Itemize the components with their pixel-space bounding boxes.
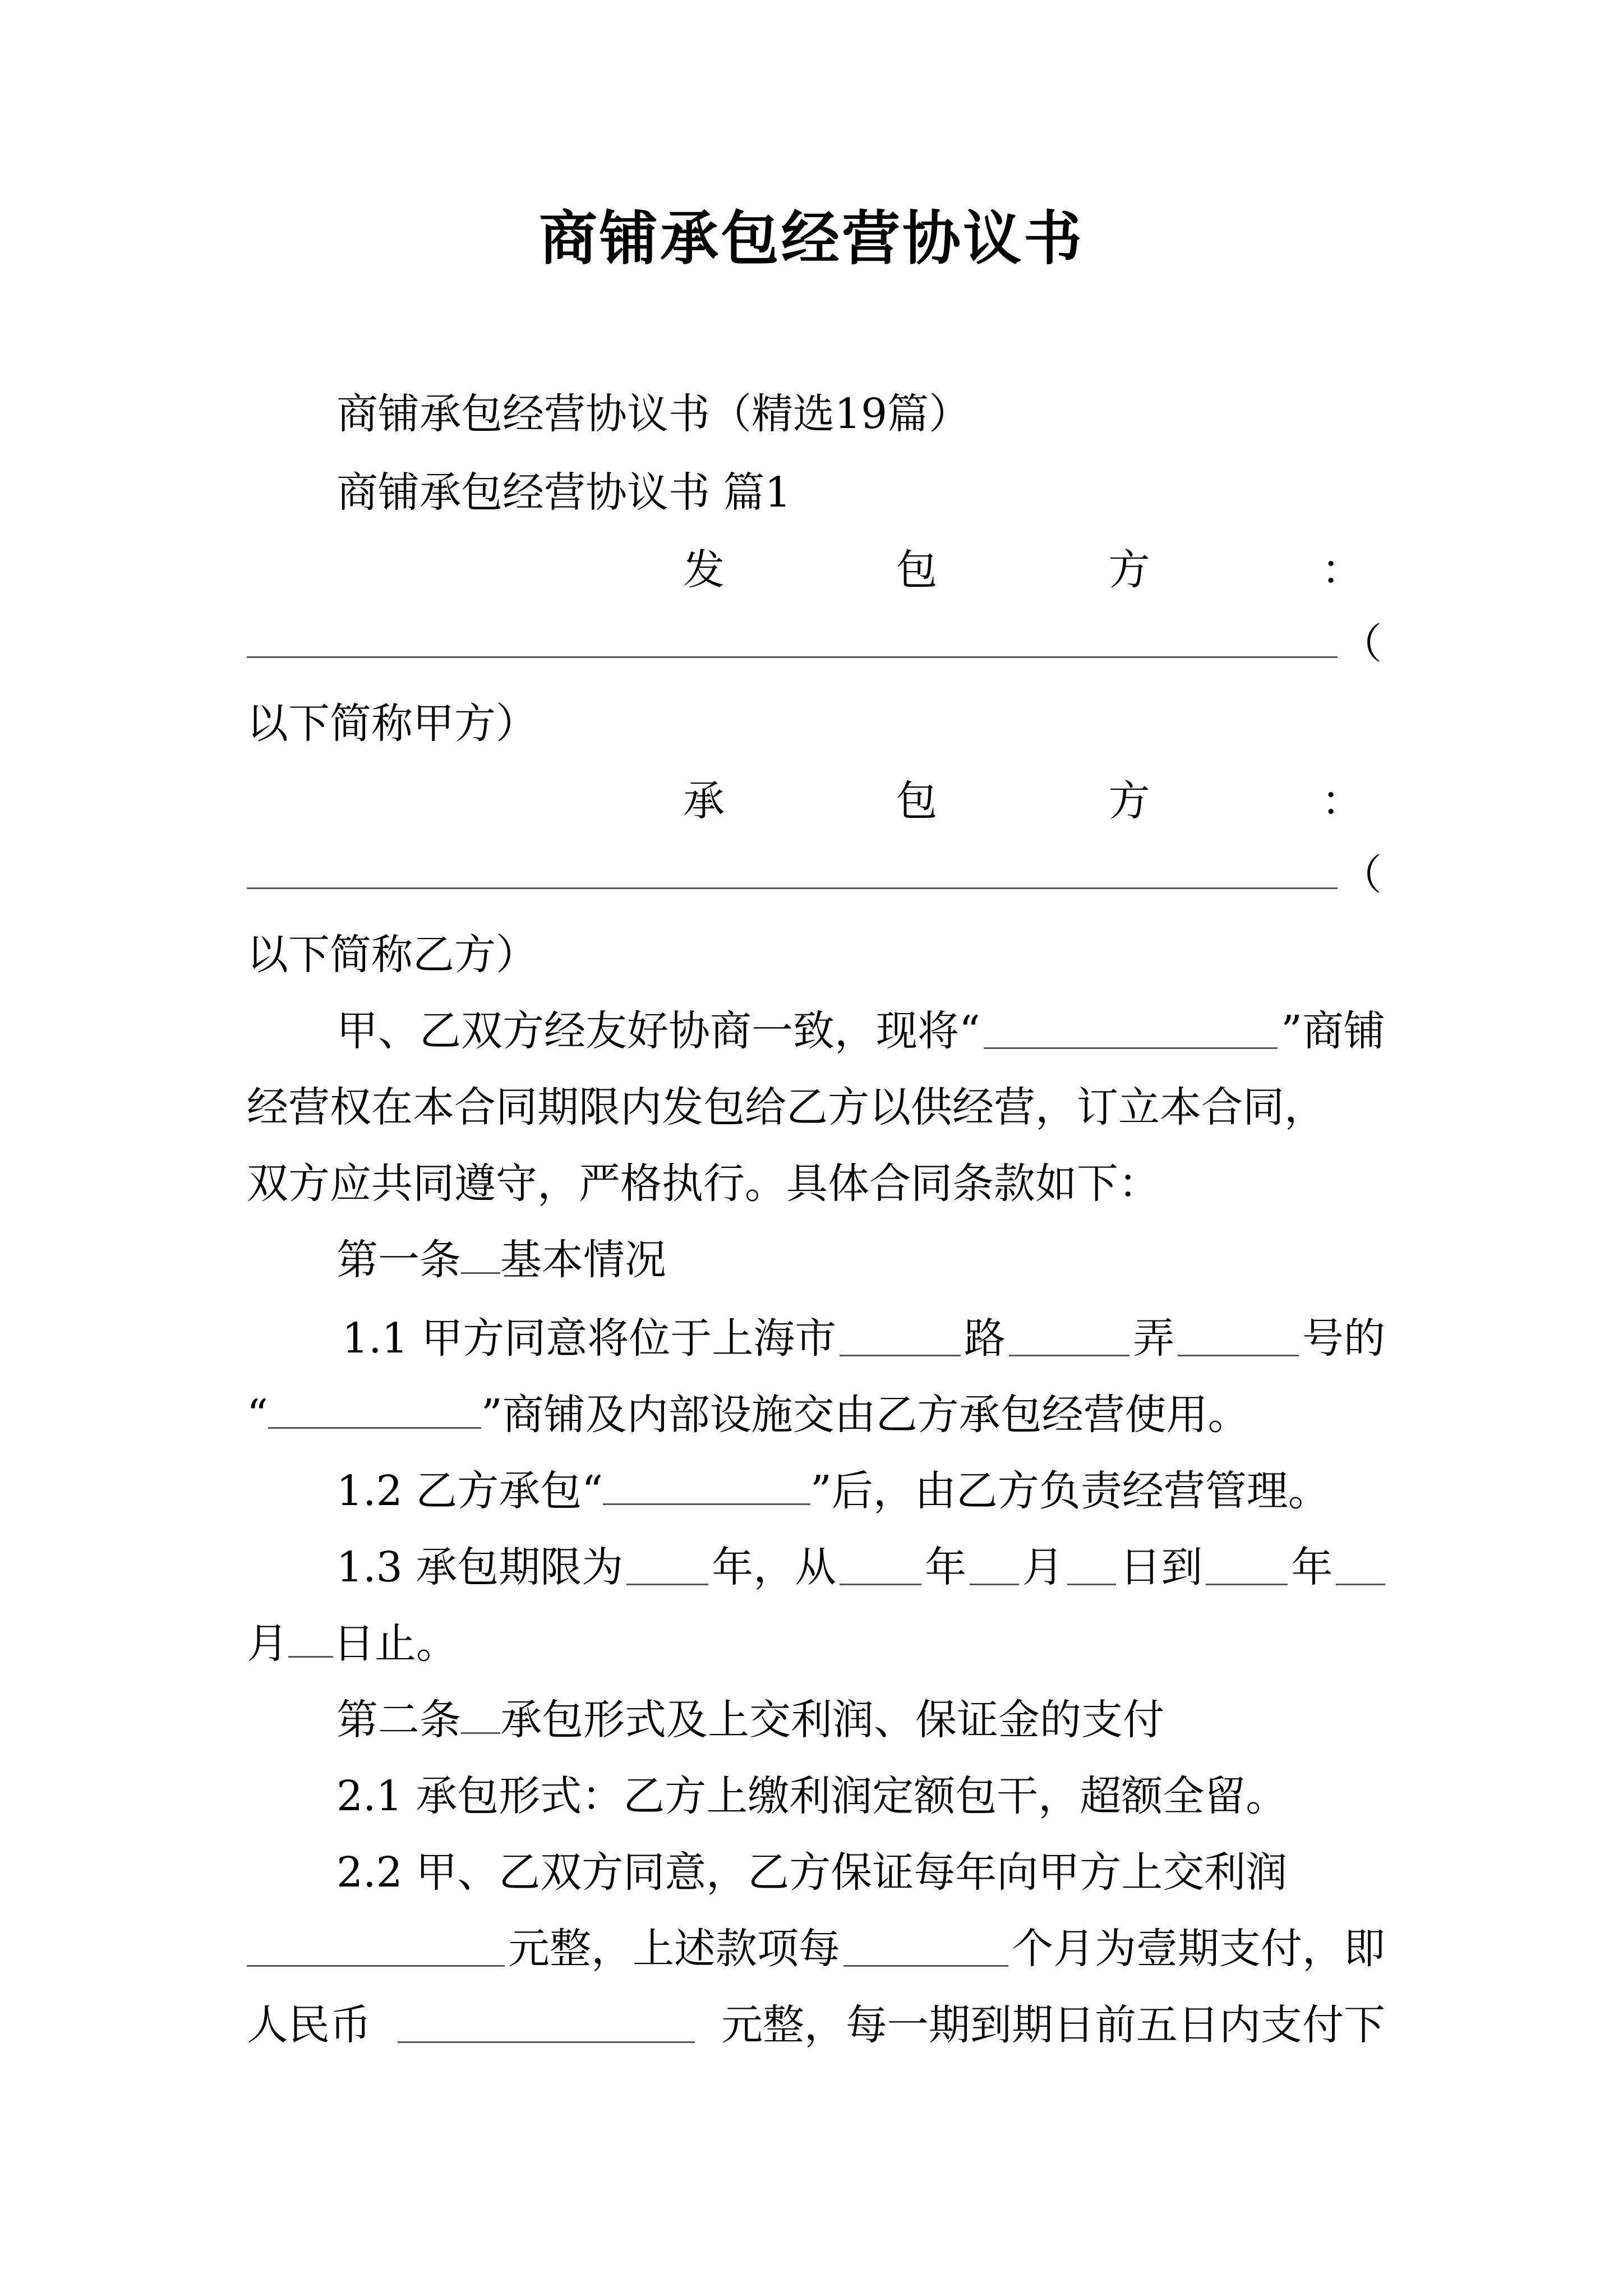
- end-year-blank: [1206, 1544, 1288, 1585]
- article-2-number: 第二条: [336, 1696, 461, 1744]
- clause-text: 日到: [1119, 1543, 1203, 1591]
- intro-line-3: 双方应共同遵守，严格执行。具体合同条款如下：: [247, 1159, 1160, 1208]
- shop-name-blank: [603, 1463, 810, 1505]
- clause-text: 元整，上述款项每: [508, 1925, 840, 1973]
- clause-2-2-line-1: 2.2 甲、乙双方同意，乙方保证每年向甲方上交利润: [336, 1848, 1288, 1897]
- party-b-char: ：: [1321, 777, 1363, 825]
- rmb-amount-blank: [398, 2002, 695, 2043]
- clause-text: 月: [1022, 1543, 1064, 1591]
- article-2-title: 承包形式及上交利润、保证金的支付: [500, 1696, 1164, 1744]
- clause-2-2-line-3: [247, 1997, 1385, 2053]
- section-heading: 商铺承包经营协议书 篇1: [336, 468, 791, 517]
- clause-text: 人民币: [247, 2001, 371, 2049]
- party-a-blank: [247, 656, 1338, 658]
- clause-2-1: 2.1 承包形式：乙方上缴利润定额包干，超额全留。: [336, 1772, 1288, 1820]
- clause-1-3-line-1: [336, 1539, 1385, 1595]
- article-1-title: 基本情况: [500, 1236, 666, 1284]
- clause-text: 1.1 甲方同意将位于上海市: [342, 1314, 837, 1363]
- party-a-char: 包: [896, 546, 938, 594]
- end-month-blank: [1336, 1544, 1385, 1585]
- party-a-paren: （: [1340, 620, 1382, 668]
- clause-text: 日止。: [333, 1619, 458, 1668]
- years-blank: [626, 1544, 708, 1585]
- lane-blank: [1009, 1315, 1130, 1356]
- clause-text: 年: [1291, 1543, 1333, 1591]
- start-year-blank: [840, 1544, 921, 1585]
- road-blank: [840, 1315, 961, 1356]
- clause-text: ”后，由乙方负责经营管理。: [810, 1467, 1330, 1515]
- article-1-heading: [336, 1232, 666, 1288]
- intro-line-2: 经营权在本合同期限内发包给乙方以供经营，订立本合同，: [247, 1083, 1326, 1131]
- party-a-char: 发: [683, 546, 725, 594]
- clause-text: 路: [963, 1314, 1006, 1363]
- clause-2-2-line-2: [247, 1921, 1385, 1977]
- clause-1-1-line-1: [342, 1310, 1385, 1366]
- clause-text: ”商铺及内部设施交由乙方承包经营使用。: [481, 1391, 1249, 1439]
- clause-text: “: [247, 1391, 268, 1439]
- clause-text: 年: [925, 1543, 967, 1591]
- period-months-blank: [843, 1926, 1008, 1967]
- clause-1-1-line-2: [247, 1387, 1249, 1443]
- profit-amount-blank: [247, 1926, 505, 1967]
- clause-1-3-line-2: [247, 1616, 458, 1672]
- clause-text: 个月为壹期支付，即: [1012, 1925, 1385, 1973]
- start-day-blank: [1067, 1544, 1117, 1585]
- clause-text: 1.3 承包期限为: [336, 1543, 624, 1591]
- clause-text: 1.2 乙方承包“: [336, 1467, 603, 1515]
- party-a-char: ：: [1321, 546, 1363, 594]
- intro-text-a: 甲、乙双方经友好协商一致，现将“: [336, 1007, 980, 1055]
- start-month-blank: [970, 1544, 1019, 1585]
- article-2-heading: [336, 1692, 1164, 1748]
- party-b-label: [683, 773, 1363, 829]
- document-title: 商铺承包经营协议书: [538, 204, 1084, 273]
- clause-text: 号的: [1302, 1314, 1385, 1363]
- intro-line-1: [336, 1003, 1385, 1059]
- subtitle: 商铺承包经营协议书（精选19篇）: [336, 390, 971, 438]
- heading-gap: [461, 1232, 500, 1274]
- party-a-label: [683, 542, 1363, 598]
- party-b-note: 以下简称乙方）: [247, 931, 537, 979]
- party-b-char: 包: [896, 777, 938, 825]
- end-day-blank: [288, 1616, 333, 1658]
- shop-name-blank: [268, 1387, 481, 1429]
- party-b-blank: [247, 887, 1338, 889]
- number-blank: [1178, 1315, 1299, 1356]
- clause-text: 弄: [1133, 1314, 1175, 1363]
- party-a-char: 方: [1108, 546, 1150, 594]
- clause-1-2: [336, 1463, 1330, 1519]
- heading-gap: [461, 1692, 500, 1734]
- clause-text: 月: [247, 1619, 288, 1668]
- article-1-number: 第一条: [336, 1236, 461, 1284]
- clause-text: 年，从: [712, 1543, 837, 1591]
- party-b-char: 承: [683, 777, 725, 825]
- intro-text-b: ”商铺: [1281, 1007, 1385, 1055]
- party-b-paren: （: [1340, 851, 1382, 899]
- clause-text: 元整，每一期到期日前五日内支付下: [721, 2001, 1385, 2049]
- shop-name-blank: [984, 1008, 1278, 1049]
- party-a-note: 以下简称甲方）: [247, 700, 537, 748]
- party-b-char: 方: [1108, 777, 1150, 825]
